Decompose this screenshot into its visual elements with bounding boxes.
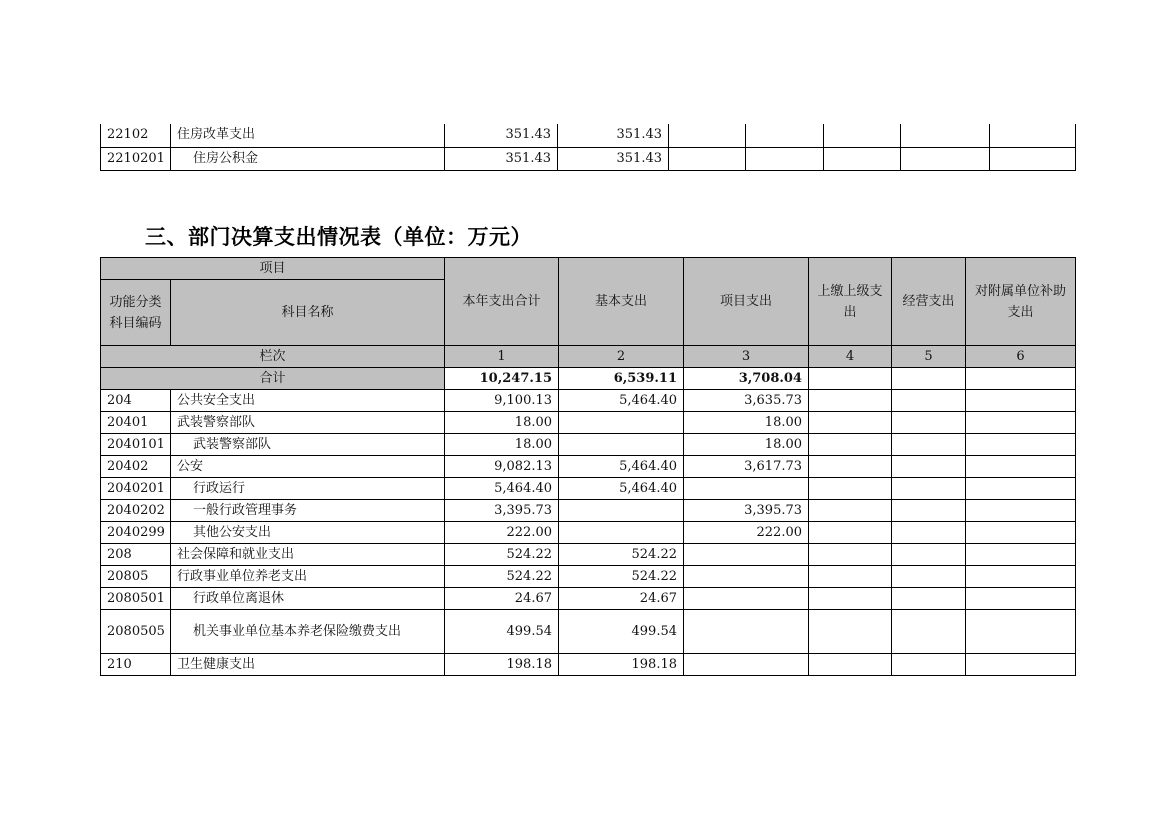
row-code: 204	[101, 390, 171, 412]
row-col-6	[901, 147, 990, 170]
row-col-5	[824, 147, 901, 170]
row-code: 2040299	[101, 522, 171, 544]
row-col-6	[966, 654, 1076, 676]
row-name: 公安	[171, 456, 445, 478]
table-row	[101, 456, 1076, 478]
row-col-1: 24.67	[445, 588, 559, 610]
row-name: 卫生健康支出	[171, 654, 445, 676]
row-name: 行政事业单位养老支出	[171, 566, 445, 588]
row-col-3: 18.00	[684, 412, 809, 434]
row-col-2: 499.54	[559, 610, 684, 654]
row-code: 20402	[101, 456, 171, 478]
row-col-2: 198.18	[559, 654, 684, 676]
row-col-6	[966, 566, 1076, 588]
row-col-6	[966, 412, 1076, 434]
row-col-3: 3,395.73	[684, 500, 809, 522]
row-col-2	[559, 522, 684, 544]
row-col-3	[684, 544, 809, 566]
row-col-4	[809, 412, 892, 434]
row-col-1: 524.22	[445, 566, 559, 588]
row-col-3	[684, 566, 809, 588]
row-col-2: 5,464.40	[559, 478, 684, 500]
row-col-5	[892, 522, 966, 544]
row-col-1: 18.00	[445, 434, 559, 456]
row-col-2: 24.67	[559, 588, 684, 610]
row-col-4	[809, 588, 892, 610]
table-row	[101, 500, 1076, 522]
row-col-3	[684, 588, 809, 610]
table-row	[101, 544, 1076, 566]
header-col-number-5: 5	[892, 346, 966, 368]
row-col-6	[966, 500, 1076, 522]
row-code: 2080501	[101, 588, 171, 610]
row-name: 一般行政管理事务	[171, 500, 445, 522]
row-name: 公共安全支出	[171, 390, 445, 412]
total-col-3: 3,708.04	[684, 368, 809, 390]
row-col-5	[892, 390, 966, 412]
row-col-4	[809, 544, 892, 566]
table-row	[101, 588, 1076, 610]
total-col-4	[809, 368, 892, 390]
row-code: 22102	[101, 124, 171, 147]
table-row	[101, 654, 1076, 676]
row-col-3: 18.00	[684, 434, 809, 456]
row-col-1: 351.43	[445, 147, 558, 170]
table-row	[101, 522, 1076, 544]
row-col-1: 222.00	[445, 522, 559, 544]
header-col-3: 项目支出	[684, 258, 809, 346]
row-col-3	[684, 478, 809, 500]
row-name: 武装警察部队	[171, 412, 445, 434]
row-col-5	[892, 500, 966, 522]
row-col-5	[892, 566, 966, 588]
previous-table-continuation	[100, 124, 1076, 171]
total-row	[101, 368, 1076, 390]
row-col-3	[684, 654, 809, 676]
row-name: 行政运行	[171, 478, 445, 500]
row-col-5	[892, 456, 966, 478]
table-row	[101, 412, 1076, 434]
row-col-2: 524.22	[559, 566, 684, 588]
row-code: 208	[101, 544, 171, 566]
row-col-3	[669, 124, 746, 147]
header-col-2: 基本支出	[559, 258, 684, 346]
header-item: 项目	[101, 258, 445, 280]
row-col-2	[559, 412, 684, 434]
row-col-4	[809, 456, 892, 478]
row-name: 住房改革支出	[171, 124, 445, 147]
row-col-1: 351.43	[445, 124, 558, 147]
row-name: 社会保障和就业支出	[171, 544, 445, 566]
row-code: 2210201	[101, 147, 171, 170]
row-code: 2040101	[101, 434, 171, 456]
table-body	[101, 390, 1076, 676]
row-col-1: 18.00	[445, 412, 559, 434]
total-col-5	[892, 368, 966, 390]
row-col-blank	[990, 124, 1076, 147]
row-col-6	[966, 544, 1076, 566]
row-col-4	[746, 124, 824, 147]
row-col-6	[966, 522, 1076, 544]
header-col-6: 对附属单位补助支出	[966, 258, 1076, 346]
row-col-4	[746, 147, 824, 170]
header-col-number-6: 6	[966, 346, 1076, 368]
table-row	[101, 610, 1076, 654]
row-col-3: 3,635.73	[684, 390, 809, 412]
row-name: 机关事业单位基本养老保险缴费支出	[171, 610, 445, 654]
row-code: 2040201	[101, 478, 171, 500]
row-col-6	[966, 478, 1076, 500]
row-col-4	[809, 654, 892, 676]
row-code: 210	[101, 654, 171, 676]
row-col-4	[809, 500, 892, 522]
row-name: 其他公安支出	[171, 522, 445, 544]
row-code: 20805	[101, 566, 171, 588]
row-col-2: 524.22	[559, 544, 684, 566]
row-col-1: 198.18	[445, 654, 559, 676]
table-row	[101, 147, 1076, 170]
table-row	[101, 478, 1076, 500]
row-col-2	[559, 500, 684, 522]
row-col-5	[892, 588, 966, 610]
total-col-2: 6,539.11	[559, 368, 684, 390]
row-col-4	[809, 566, 892, 588]
header-code: 功能分类科目编码	[101, 280, 171, 346]
row-col-4	[809, 478, 892, 500]
row-col-5	[892, 654, 966, 676]
row-col-1: 524.22	[445, 544, 559, 566]
row-col-5	[892, 434, 966, 456]
row-code: 2080505	[101, 610, 171, 654]
row-col-4	[809, 434, 892, 456]
row-col-2	[559, 434, 684, 456]
header-col-4: 上缴上级支出	[809, 258, 892, 346]
row-col-6	[966, 610, 1076, 654]
row-col-1: 5,464.40	[445, 478, 559, 500]
row-col-5	[892, 412, 966, 434]
row-col-1: 499.54	[445, 610, 559, 654]
row-col-6	[966, 456, 1076, 478]
header-col-number-3: 3	[684, 346, 809, 368]
header-col-1: 本年支出合计	[445, 258, 559, 346]
row-col-6	[966, 588, 1076, 610]
row-name: 行政单位离退休	[171, 588, 445, 610]
row-col-3: 222.00	[684, 522, 809, 544]
row-col-2: 5,464.40	[559, 390, 684, 412]
row-col-4	[809, 522, 892, 544]
header-col-5: 经营支出	[892, 258, 966, 346]
expenditure-table	[100, 257, 1076, 676]
table-row	[101, 124, 1076, 147]
row-col-6	[966, 434, 1076, 456]
row-col-6	[901, 124, 990, 147]
row-col-5	[824, 124, 901, 147]
table-row	[101, 566, 1076, 588]
row-name: 武装警察部队	[171, 434, 445, 456]
row-col-5	[892, 544, 966, 566]
row-col-6	[966, 390, 1076, 412]
total-col-6	[966, 368, 1076, 390]
row-col-4	[809, 390, 892, 412]
table-row	[101, 434, 1076, 456]
row-col-1: 9,100.13	[445, 390, 559, 412]
row-col-2: 351.43	[558, 124, 669, 147]
row-col-1: 3,395.73	[445, 500, 559, 522]
header-column-index-label: 栏次	[101, 346, 445, 368]
previous-table-body	[101, 124, 1076, 170]
row-col-5	[892, 610, 966, 654]
row-col-1: 9,082.13	[445, 456, 559, 478]
row-col-2: 5,464.40	[559, 456, 684, 478]
row-code: 2040202	[101, 500, 171, 522]
row-col-2: 351.43	[558, 147, 669, 170]
row-col-3: 3,617.73	[684, 456, 809, 478]
row-code: 20401	[101, 412, 171, 434]
table-row	[101, 390, 1076, 412]
row-col-5	[892, 478, 966, 500]
header-col-number-1: 1	[445, 346, 559, 368]
row-col-3	[669, 147, 746, 170]
header-col-number-2: 2	[559, 346, 684, 368]
section-heading: 三、部门决算支出情况表（单位：万元）	[145, 225, 532, 249]
row-col-4	[809, 610, 892, 654]
total-label: 合计	[101, 368, 445, 390]
table-header	[101, 258, 1076, 390]
header-col-number-4: 4	[809, 346, 892, 368]
total-col-1: 10,247.15	[445, 368, 559, 390]
row-name: 住房公积金	[171, 147, 445, 170]
row-col-3	[684, 610, 809, 654]
row-col-blank	[990, 147, 1076, 170]
header-subject: 科目名称	[171, 280, 445, 346]
